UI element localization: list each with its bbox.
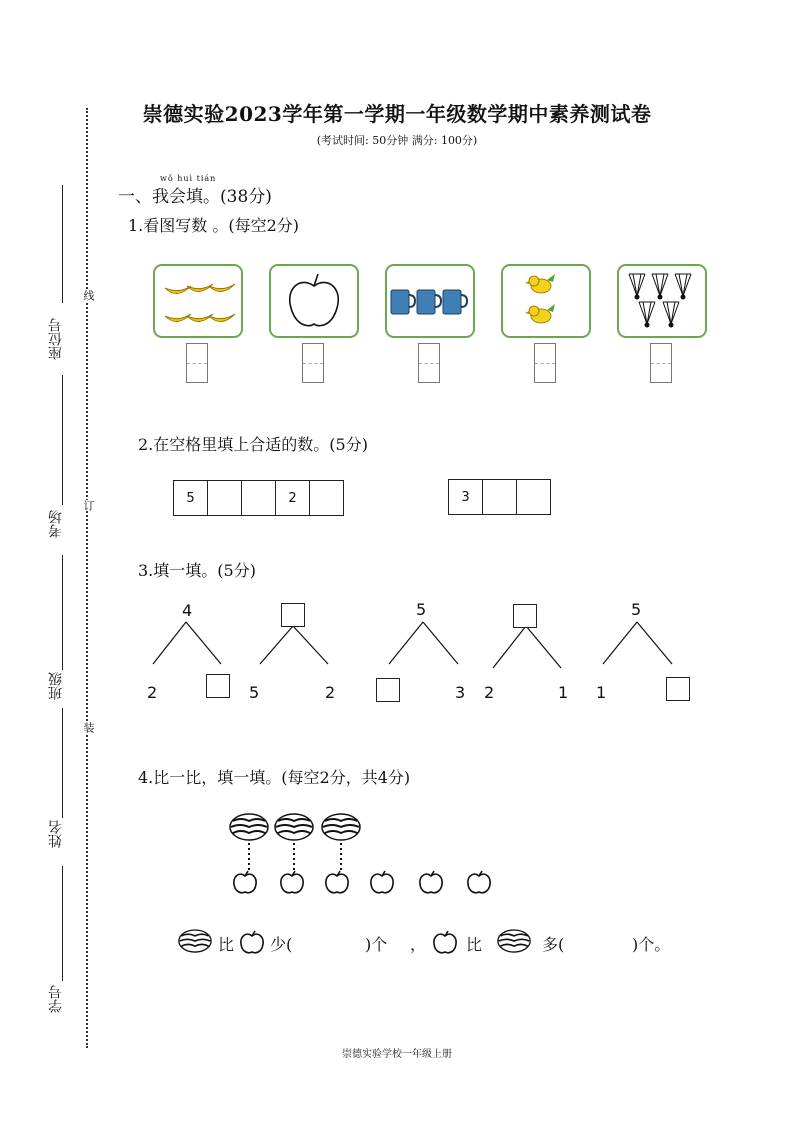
seat-label: 座位号 xyxy=(48,318,64,360)
tree4-left: 2 xyxy=(484,683,495,702)
tree1-top: 4 xyxy=(182,601,193,620)
grid2-cell: 3 xyxy=(449,480,483,514)
q3-label: 3.填一填。(5分) xyxy=(138,561,256,580)
sentence-bi-2: 比 xyxy=(466,935,483,954)
sentence-comma: ， xyxy=(410,935,427,954)
answer-blank-1[interactable] xyxy=(313,946,363,947)
binding-word-xian: 线 xyxy=(82,290,95,301)
page-footer: 崇德实验学校一年级上册 xyxy=(342,1049,452,1060)
q4-label: 4.比一比，填一填。(每空2分，共4分) xyxy=(138,768,411,787)
tree3-right: 3 xyxy=(455,683,466,702)
sentence-duo: 多( xyxy=(542,935,565,954)
tree5-left: 1 xyxy=(596,683,607,702)
binding-word-ding: 订 xyxy=(82,500,95,511)
tree1-left: 2 xyxy=(147,683,158,702)
page-subtitle: (考试时间: 50分钟 满分: 100分) xyxy=(316,134,478,147)
section-heading: 一、我会填。(38分) xyxy=(118,187,272,207)
sentence-bi-1: 比 xyxy=(218,935,235,954)
tree2-left: 5 xyxy=(249,683,260,702)
class-label: 班级 xyxy=(48,672,64,700)
tree4-right: 1 xyxy=(558,683,569,702)
exam-room-label: 考场 xyxy=(48,510,64,538)
sentence-ge-2: )个。 xyxy=(632,935,671,954)
watermelon-row xyxy=(230,814,360,840)
binding-word-zhuang: 装 xyxy=(82,722,95,733)
name-label: 姓名 xyxy=(48,820,64,848)
student-id-label: 学号 xyxy=(48,985,64,1013)
tree3-top: 5 xyxy=(416,600,427,619)
tree2-right: 2 xyxy=(325,683,336,702)
apple-row xyxy=(234,871,490,893)
page-title: 崇德实验2023学年第一学期一年级数学期中素养测试卷 xyxy=(142,102,652,126)
section-pinyin: wǒ huì tián xyxy=(160,174,217,183)
grid1-cell: 5 xyxy=(174,481,208,515)
answer-blank-2[interactable] xyxy=(580,946,630,947)
grid1-cell: 2 xyxy=(276,481,310,515)
q1-label: 1.看图写数 。(每空2分) xyxy=(128,216,300,235)
q2-label: 2.在空格里填上合适的数。(5分) xyxy=(138,435,368,454)
sentence-ge-1: )个 xyxy=(365,935,388,954)
sentence-shao: 少( xyxy=(270,935,293,954)
tree5-top: 5 xyxy=(631,600,642,619)
